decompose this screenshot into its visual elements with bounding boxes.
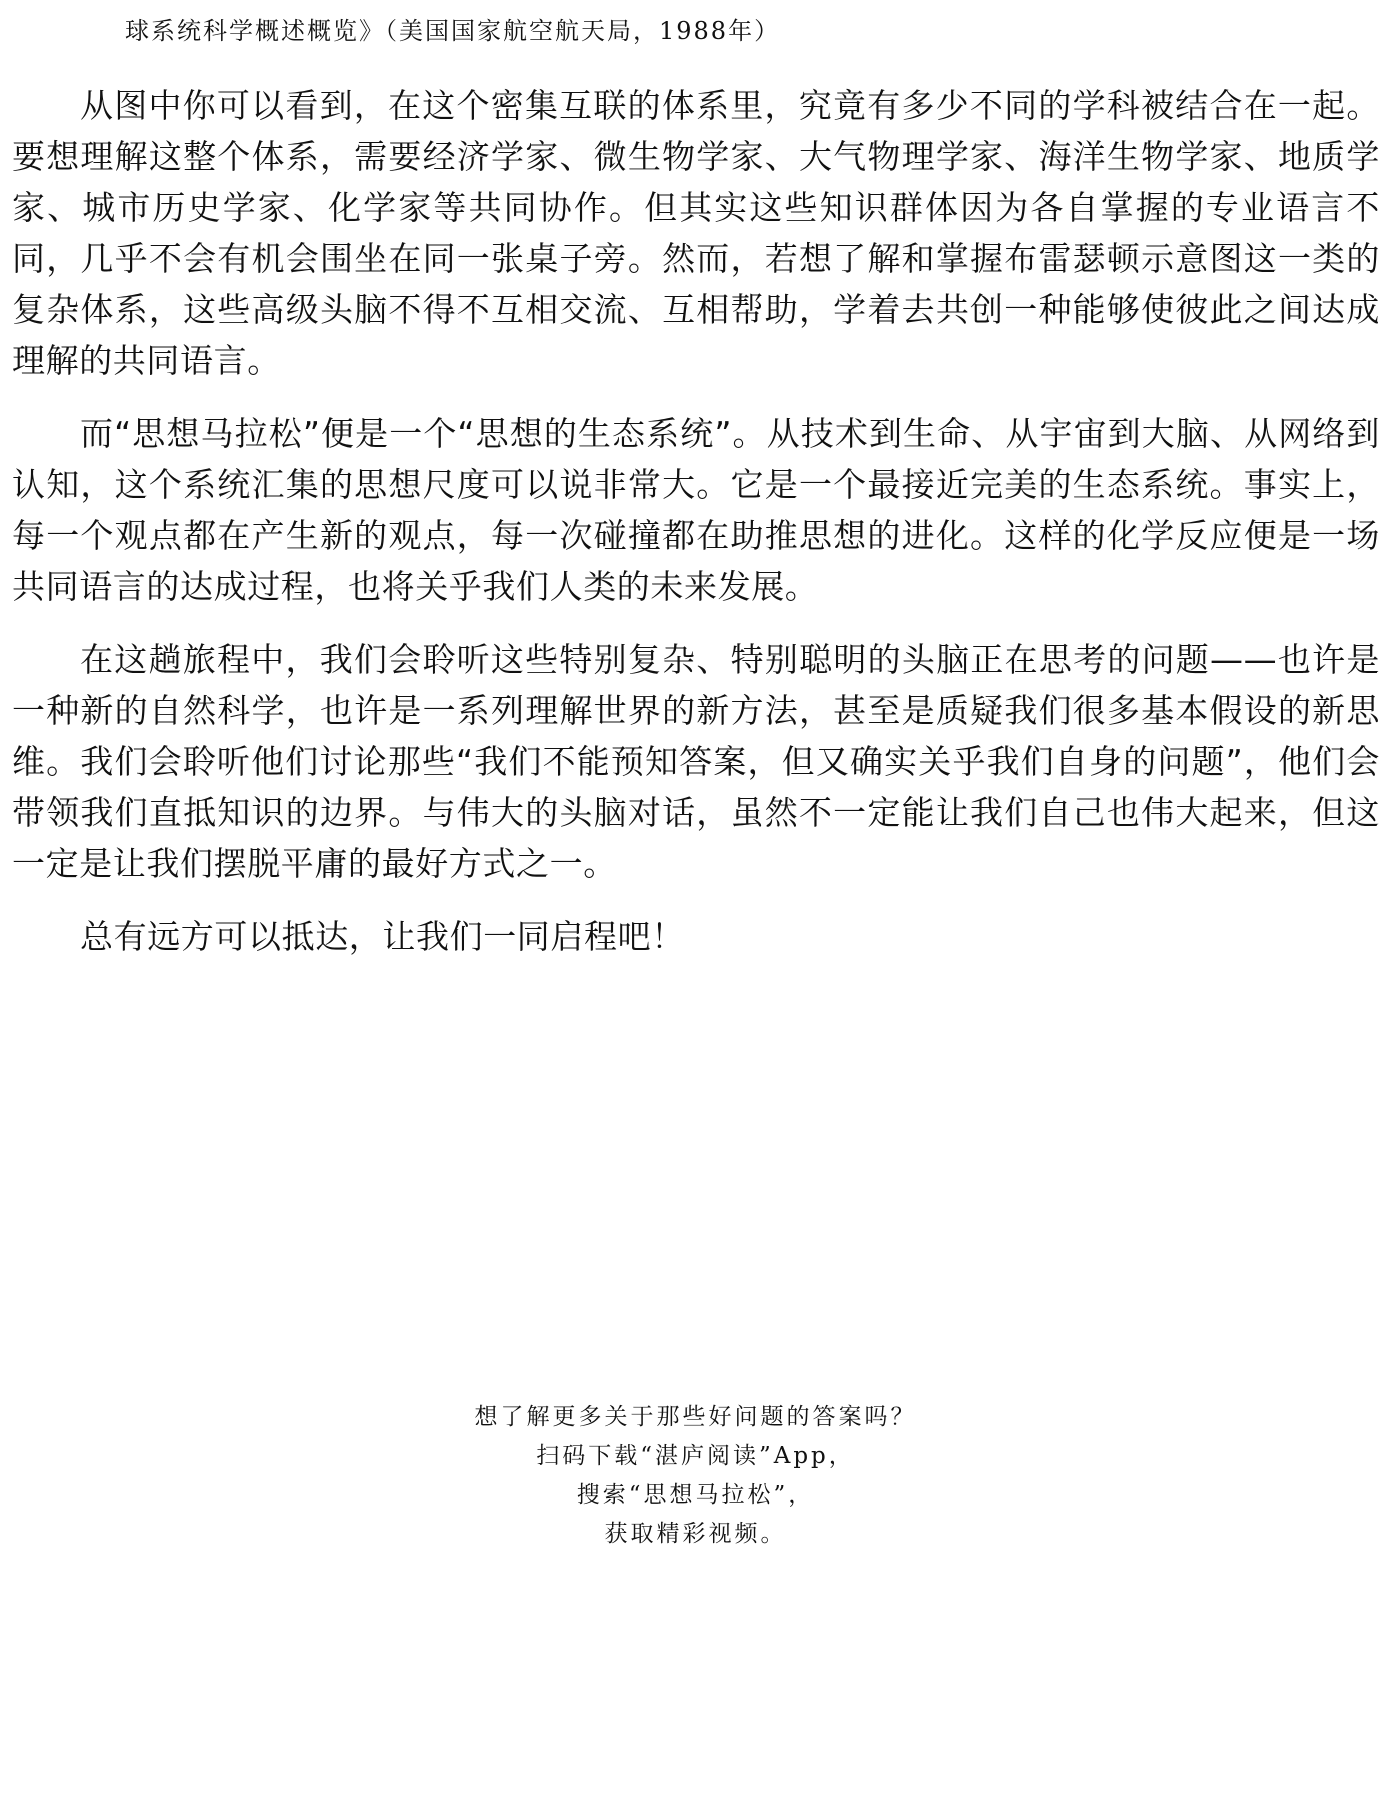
promo-block xyxy=(0,1398,1391,1554)
paragraph-3: 在这趟旅程中，我们会聆听这些特别复杂、特别聪明的头脑正在思考的问题——也许是一种新的自然科学，也许是一系列理解世界的新方法，甚至是质疑我们很多基本假设的新思维。我们会聆听他们讨论那些“我们不能预知答案，但又确实关乎我们自身的问题”，他们会带领我们直抵知识的边界。与伟大的头脑对话，虽然不一定能让我们自己也伟大起来，但这一定是让我们摆脱平庸的最好方式之一。 xyxy=(12,640,1380,883)
promo-line-download: 扫码下载“湛庐阅读”App， xyxy=(536,1443,855,1469)
promo-line-video: 获取精彩视频。 xyxy=(604,1521,787,1547)
promo-line-question: 想了解更多关于那些好问题的答案吗？ xyxy=(474,1404,917,1430)
promo-line-search: 搜索“思想马拉松”， xyxy=(576,1482,815,1508)
paragraph-1: 从图中你可以看到，在这个密集互联的体系里，究竟有多少不同的学科被结合在一起。要想理解这整个体系，需要经济学家、微生物学家、大气物理学家、海洋生物学家、地质学家、城市历史学家、化学家等共同协作。但其实这些知识群体因为各自掌握的专业语言不同，几乎不会有机会围坐在同一张桌子旁。然而，若想了解和掌握布雷瑟顿示意图这一类的复杂体系，这些高级头脑不得不互相交流、互相帮助，学着去共创一种能够使彼此之间达成理解的共同语言。 xyxy=(12,86,1380,380)
paragraph-4: 总有远方可以抵达，让我们一同启程吧！ xyxy=(80,917,685,956)
paragraph-2: 而“思想马拉松”便是一个“思想的生态系统”。从技术到生命、从宇宙到大脑、从网络到认知，这个系统汇集的思想尺度可以说非常大。它是一个最接近完美的生态系统。事实上，每一个观点都在产生新的观点，每一次碰撞都在助推思想的进化。这样的化学反应便是一场共同语言的达成过程，也将关乎我们人类的未来发展。 xyxy=(12,414,1380,606)
body-text xyxy=(12,80,1380,984)
figure-caption: 球系统科学概述概览》（美国国家航空航天局，1988年） xyxy=(125,17,781,45)
